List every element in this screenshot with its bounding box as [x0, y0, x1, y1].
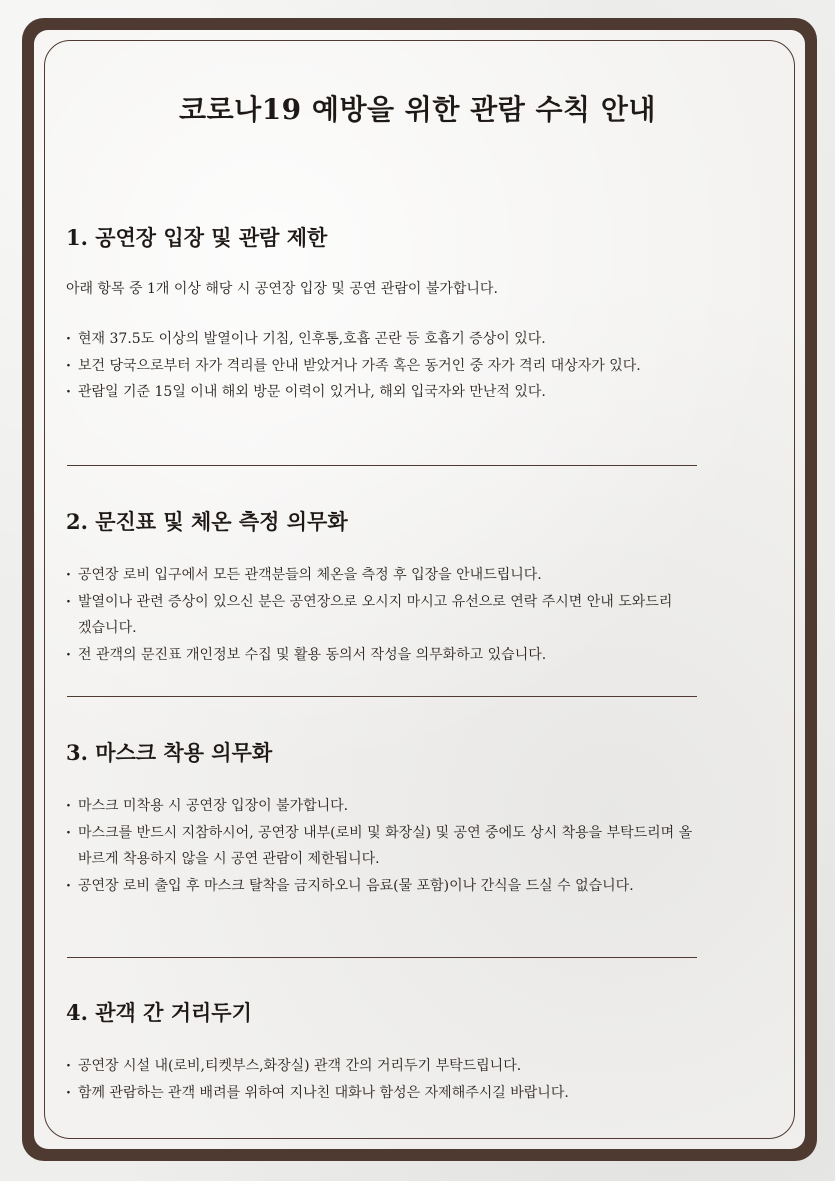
list-item: · 전 관객의 문진표 개인정보 수집 및 활용 동의서 작성을 의무화하고 있습니다.	[66, 642, 716, 669]
bullet-list	[66, 1053, 716, 1106]
list-item: · 발열이나 관련 증상이 있으신 분은 공연장으로 오시지 마시고 유선으로 연락 주시면 안내 도와드리겠습니다.	[66, 589, 678, 642]
section-divider	[67, 957, 697, 958]
section-heading: 4. 관객 간 거리두기	[66, 1000, 252, 1025]
bullet-list	[66, 326, 716, 406]
list-item: · 공연장 시설 내(로비,티켓부스,화장실) 관객 간의 거리두기 부탁드립니다.	[66, 1053, 716, 1080]
page-title: 코로나19 예방을 위한 관람 수칙 안내	[179, 93, 656, 126]
section-divider	[67, 465, 697, 466]
section-heading: 2. 문진표 및 체온 측정 의무화	[66, 509, 348, 534]
section-heading: 3. 마스크 착용 의무화	[66, 740, 273, 765]
bullet-list	[66, 793, 716, 899]
section-divider	[67, 696, 697, 697]
list-item: · 보건 당국으로부터 자가 격리를 안내 받았거나 가족 혹은 동거인 중 자가 격리 대상자가 있다.	[66, 353, 678, 380]
section-intro: 아래 항목 중 1개 이상 해당 시 공연장 입장 및 공연 관람이 불가합니다.	[66, 281, 498, 297]
list-item: · 공연장 로비 입구에서 모든 관객분들의 체온을 측정 후 입장을 안내드립니다.	[66, 562, 716, 589]
list-item: · 관람일 기준 15일 이내 해외 방문 이력이 있거나, 해외 입국자와 만난적 있다.	[66, 379, 716, 406]
section-mask-mandatory	[66, 737, 716, 899]
section-distancing	[66, 997, 716, 1106]
bullet-list	[66, 562, 716, 668]
section-heading: 1. 공연장 입장 및 관람 제한	[66, 225, 328, 250]
section-temperature-check	[66, 506, 716, 668]
list-item: · 공연장 로비 출입 후 마스크 탈착을 금지하오니 음료(물 포함)이나 간식을 드실 수 없습니다.	[66, 873, 708, 900]
list-item: · 함께 관람하는 관객 배려를 위하여 지나친 대화나 함성은 자제해주시길 바랍니다.	[66, 1080, 716, 1107]
section-entry-restriction	[66, 222, 716, 406]
list-item: · 마스크를 반드시 지참하시어, 공연장 내부(로비 및 화장실) 및 공연 중에도 상시 착용을 부탁드리며 올바르게 착용하지 않을 시 공연 관람이 제한됩니다.	[66, 820, 703, 873]
list-item: · 현재 37.5도 이상의 발열이나 기침, 인후통,호흡 곤란 등 호흡기 증상이 있다.	[66, 326, 716, 353]
list-item: · 마스크 미착용 시 공연장 입장이 불가합니다.	[66, 793, 716, 820]
